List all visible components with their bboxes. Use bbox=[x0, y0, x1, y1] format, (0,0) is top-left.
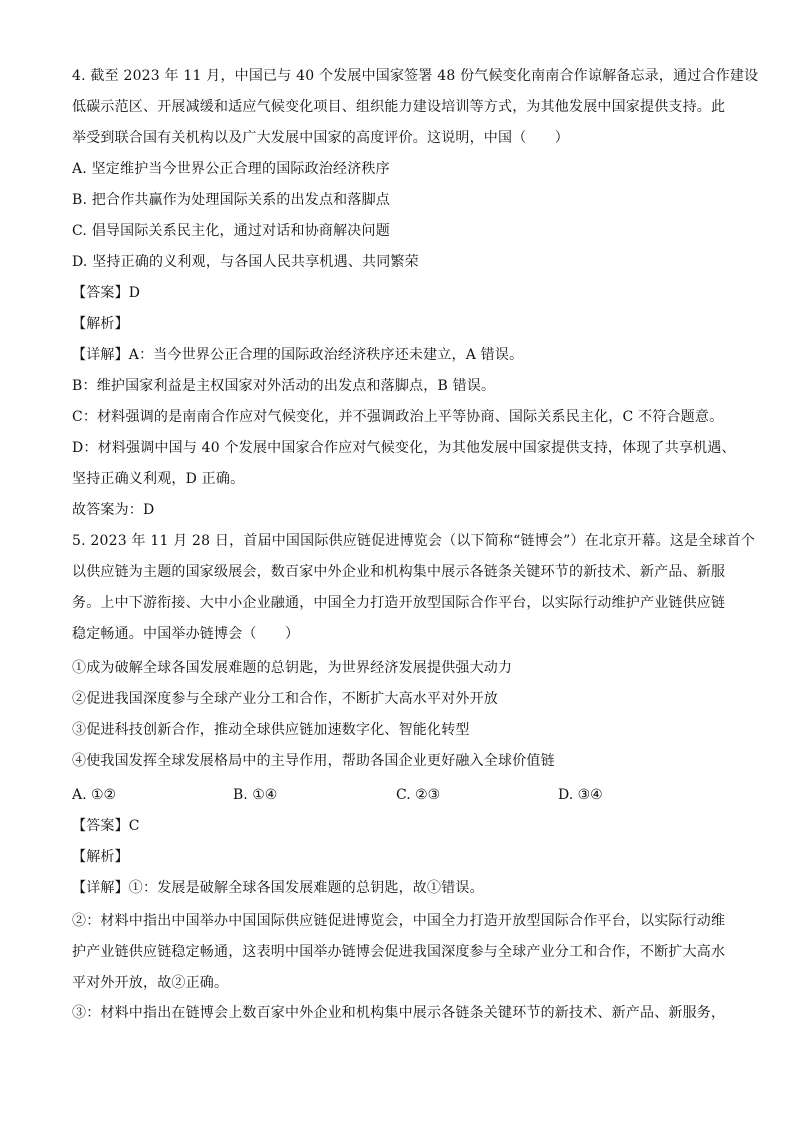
q4-option-a: A. 坚定维护当今世界公正合理的国际政治经济秩序 bbox=[72, 161, 390, 177]
q5-stem-line-2: 以供应链为主题的国家级展会，数百家中外企业和机构集中展示各链条关键环节的新技术、新产品、新服 bbox=[72, 564, 726, 580]
q5-statement-2: ②促进我国深度参与全球产业分工和合作，不断扩大高水平对外开放 bbox=[72, 691, 498, 707]
q5-statement-4: ④使我国发挥全球发展格局中的主导作用，帮助各国企业更好融入全球价值链 bbox=[72, 753, 555, 769]
q5-stem-line-1: 5. 2023 年 11 月 28 日，首届中国国际供应链促进博览会（以下简称“链博会”）在北京开幕。这是全球首个 bbox=[72, 533, 756, 549]
q4-stem-line-2: 低碳示范区、开展减缓和适应气候变化项目、组织能力建设培训等方式，为其他发展中国家提供支持。此 bbox=[72, 99, 726, 115]
q4-option-b: B. 把合作共赢作为处理国际关系的出发点和落脚点 bbox=[72, 192, 390, 208]
q5-answer: 【答案】C bbox=[72, 818, 140, 834]
q5-analysis-heading: 【解析】 bbox=[72, 849, 129, 865]
q5-detail-line-3: 护产业链供应链稳定畅通，这表明中国举办链博会促进我国深度参与全球产业分工和合作，不断扩大高水 bbox=[72, 944, 726, 960]
q5-detail-line-1: 【详解】①：发展是破解全球各国发展难题的总钥匙，故①错误。 bbox=[72, 880, 484, 896]
q4-detail-line-3: C：材料强调的是南南合作应对气候变化，并不强调政治上平等协商、国际关系民主化，C 不符合题意。 bbox=[72, 409, 724, 425]
q4-stem-line-3: 举受到联合国有关机构以及广大发展中国家的高度评价。这说明，中国（ ） bbox=[72, 130, 569, 146]
q4-answer: 【答案】D bbox=[72, 285, 141, 301]
q5-option-c: C. ②③ bbox=[396, 787, 441, 803]
q5-option-b: B. ①④ bbox=[233, 787, 278, 803]
q5-statement-3: ③促进科技创新合作，推动全球供应链加速数字化、智能化转型 bbox=[72, 722, 470, 738]
q5-stem-line-3: 务。上中下游衔接、大中小企业融通，中国全力打造开放型国际合作平台，以实际行动维护产业链供应链 bbox=[72, 595, 726, 611]
q5-stem-line-4: 稳定畅通。中国举办链博会（ ） bbox=[72, 626, 300, 642]
q4-detail-line-4: D：材料强调中国与 40 个发展中国家合作应对气候变化，为其他发展中国家提供支持，体现了共享机遇、 bbox=[72, 440, 736, 456]
q5-detail-line-4: 平对外开放，故②正确。 bbox=[72, 975, 229, 991]
q4-detail-line-5: 坚持正确义利观，D 正确。 bbox=[72, 471, 245, 487]
q5-option-d: D. ③④ bbox=[558, 787, 603, 803]
q4-detail-line-2: B：维护国家利益是主权国家对外活动的出发点和落脚点，B 错误。 bbox=[72, 378, 496, 394]
q4-detail-line-1: 【详解】A：当今世界公正合理的国际政治经济秩序还未建立，A 错误。 bbox=[72, 347, 524, 363]
q4-option-d: D. 坚持正确的义利观，与各国人民共享机遇、共同繁荣 bbox=[72, 254, 419, 270]
q4-stem-line-1: 4. 截至 2023 年 11 月，中国已与 40 个发展中国家签署 48 份气候变化南南合作谅解备忘录，通过合作建设 bbox=[72, 68, 759, 84]
q5-detail-line-5: ③：材料中指出在链博会上数百家中外企业和机构集中展示各链条关键环节的新技术、新产品、新服务， bbox=[72, 1005, 726, 1021]
q5-statement-1: ①成为破解全球各国发展难题的总钥匙，为世界经济发展提供强大动力 bbox=[72, 660, 513, 676]
q4-final-answer: 故答案为：D bbox=[72, 502, 155, 518]
q5-detail-line-2: ②：材料中指出中国举办中国国际供应链促进博览会，中国全力打造开放型国际合作平台，以实际行动维 bbox=[72, 913, 726, 929]
q4-analysis-heading: 【解析】 bbox=[72, 316, 129, 332]
q4-option-c: C. 倡导国际关系民主化，通过对话和协商解决问题 bbox=[72, 223, 390, 239]
q5-option-a: A. ①② bbox=[72, 787, 117, 803]
